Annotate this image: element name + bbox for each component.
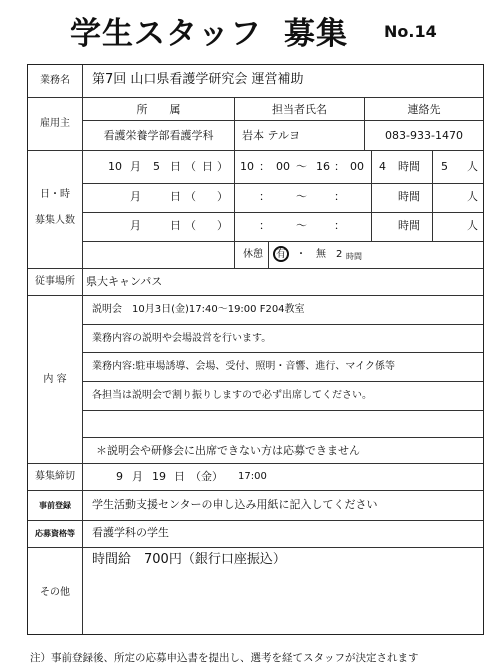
row2-paren-close: ） <box>217 190 228 203</box>
row2-day-unit: 日 <box>170 190 181 203</box>
content-line: 説明会 10月3日(金)17:40〜19:00 F204教室 <box>92 304 305 315</box>
row2-month-unit: 月 <box>130 190 141 203</box>
phone-value: 083-933-1470 <box>385 129 463 142</box>
row1-colon1: ： <box>259 160 270 173</box>
row1-month: 10 <box>108 160 122 173</box>
break-dot: ・ <box>296 249 306 260</box>
row2-colon1: ： <box>259 190 270 203</box>
break-yes: 有 <box>276 249 286 260</box>
deadline-time: 17:00 <box>238 471 267 482</box>
deadline-label: 募集締切 <box>35 471 75 482</box>
row1-end-m: 00 <box>350 160 364 173</box>
row1-paren-open: （ <box>185 160 196 173</box>
content-line: 業務内容:駐車場誘導、会場、受付、照明・音響、進行、マイク係等 <box>92 361 395 372</box>
content-line: 業務内容の説明や会場設営を行います。 <box>92 333 272 344</box>
row1-people: 5 <box>441 160 448 173</box>
row2-tilde: 〜 <box>296 190 307 203</box>
affiliation-value: 看護栄養学部看護学科 <box>103 129 214 142</box>
row1-weekday: 日 <box>202 160 213 173</box>
deadline-month-unit: 月 <box>132 470 143 483</box>
title-part1: 学生スタッフ <box>70 16 262 52</box>
row3-month-unit: 月 <box>130 219 141 232</box>
break-unit: 時間 <box>346 252 362 261</box>
job-name-value: 第7回 山口県看護学研究会 運営補助 <box>92 72 304 87</box>
qualification-value: 看護学科の学生 <box>92 526 169 539</box>
deadline-day-unit: 日 <box>174 470 185 483</box>
qualification-label: 応募資格等 <box>35 529 75 538</box>
employer-label: 雇用主 <box>40 118 70 129</box>
issue-number: No.14 <box>384 22 437 41</box>
title-part2: 募集 <box>284 16 348 52</box>
contact-person-value: 岩本 テルヨ <box>242 129 300 142</box>
phone-header: 連絡先 <box>407 103 441 116</box>
row3-tilde: 〜 <box>296 219 307 232</box>
row1-people-unit: 人 <box>467 160 478 173</box>
other-label: その他 <box>40 587 70 598</box>
deadline-month: 9 <box>116 470 123 483</box>
headcount-label: 募集人数 <box>35 215 75 226</box>
recruitment-form <box>27 64 484 635</box>
row3-paren-close: ） <box>217 219 228 232</box>
row1-start-m: 00 <box>276 160 290 173</box>
content-line: 各担当は説明会で割り振りしますので必ず出席してください。 <box>92 390 372 401</box>
break-no: 無 <box>316 249 326 260</box>
row1-end-h: 16 <box>316 160 330 173</box>
row3-colon2: ： <box>334 219 345 232</box>
break-label: 休憩 <box>243 249 263 260</box>
row1-tilde: 〜 <box>296 160 307 173</box>
row1-hours: 4 <box>379 160 386 173</box>
row3-hours-unit: 時間 <box>398 219 420 232</box>
footer-note: 注）事前登録後、所定の応募申込書を提出し、選考を経てスタッフが決定されます <box>30 652 419 664</box>
row2-hours-unit: 時間 <box>398 190 420 203</box>
datetime-label: 日・時 <box>40 189 70 200</box>
other-value: 時間給 700円（銀行口座振込） <box>92 552 286 567</box>
row3-people-unit: 人 <box>467 219 478 232</box>
affiliation-header: 所 属 <box>136 103 181 116</box>
location-value: 県大キャンパス <box>86 275 163 288</box>
break-hours: 2 <box>336 249 343 260</box>
row1-colon2: ： <box>334 160 345 173</box>
row1-hours-unit: 時間 <box>398 160 420 173</box>
deadline-day: 19 <box>152 470 166 483</box>
location-label: 従事場所 <box>35 276 75 287</box>
row2-people-unit: 人 <box>467 190 478 203</box>
row2-paren-open: （ <box>185 190 196 203</box>
registration-value: 学生活動支援センターの申し込み用紙に記入してください <box>92 498 378 511</box>
row1-day: 5 <box>153 160 160 173</box>
job-name-label: 業務名 <box>40 75 70 86</box>
row1-paren-close: ） <box>217 160 228 173</box>
row3-day-unit: 日 <box>170 219 181 232</box>
row1-month-unit: 月 <box>130 160 141 173</box>
row1-day-unit: 日 <box>170 160 181 173</box>
row3-colon1: ： <box>259 219 270 232</box>
contact-person-header: 担当者氏名 <box>272 103 327 116</box>
row1-start-h: 10 <box>240 160 254 173</box>
title-text <box>70 8 348 53</box>
content-label: 内 容 <box>43 374 67 385</box>
content-note: ＊説明会や研修会に出席できない方は応募できません <box>96 444 360 457</box>
row3-paren-open: （ <box>185 219 196 232</box>
row2-colon2: ： <box>334 190 345 203</box>
page-title <box>0 8 500 52</box>
registration-label: 事前登録 <box>39 501 71 510</box>
deadline-weekday: （金） <box>190 470 223 483</box>
